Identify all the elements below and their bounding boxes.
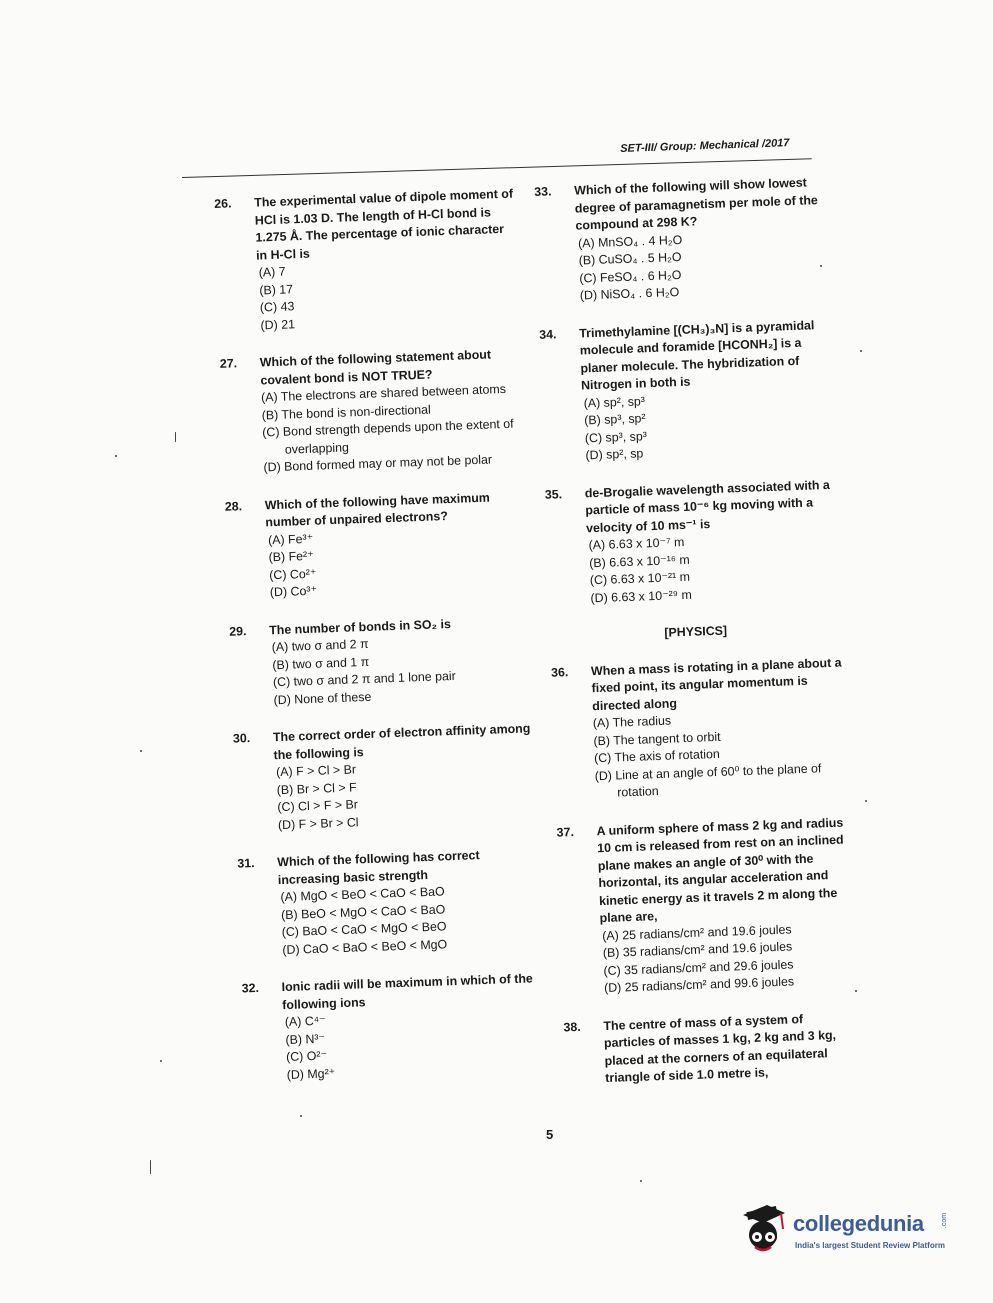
question-34 (539, 316, 836, 466)
question-text: The centre of mass of a system of particles of masses 1 kg, 2 kg and 3 kg, placed at the corners of an equilateral triangle of side 1.0 metre is, (603, 1011, 837, 1086)
option-a: (A) MgO < BeO < CaO < BaO (280, 884, 445, 905)
question-text: Which of the following have maximum number of unpaired electrons? (264, 490, 491, 530)
scan-speck (140, 750, 142, 752)
question-number: 37. (556, 824, 575, 840)
question-text: Trimethylamine [(CH₃)₃N] is a pyramidal molecule and foramide [HCONH₂] is a planer molecule. The hybridization of Nitrogen in both is (578, 317, 815, 393)
option-b: (B) 35 radians/cm² and 19.6 joules (602, 939, 793, 961)
question-text: A uniform sphere of mass 2 kg and radius 10 cm is released from rest on an inclined plane makes an angle of 30⁰ with the horizontal, its angular acceleration and kinetic energy as it travels 2 m along the plane are, (596, 815, 844, 926)
question-number: 33. (534, 184, 552, 199)
option-b: (B) 6.63 x 10⁻¹⁶ m (589, 552, 690, 570)
option-b: (B) BeO < MgO < CaO < BaO (280, 901, 446, 922)
question-text: When a mass is rotating in a plane about a fixed point, its angular momentum is directed along (590, 655, 842, 713)
question-number: 35. (544, 486, 563, 502)
option-a: (A) two σ and 2 π (271, 636, 369, 655)
scan-speck (640, 1180, 642, 1182)
option-d: (D) Line at an angle of 60⁰ to the plane of rotation (594, 760, 822, 800)
option-a: (A) F > Cl > Br (275, 762, 357, 780)
scan-speck (865, 800, 867, 802)
option-a: (A) sp², sp³ (583, 393, 646, 410)
option-c: (C) 43 (259, 299, 295, 315)
question-number: 26. (214, 196, 232, 211)
header-rule (182, 158, 812, 178)
scan-speck (300, 1115, 302, 1117)
option-a: (A) Fe³⁺ (267, 531, 314, 547)
scan-speck (175, 432, 176, 442)
option-d: (D) F > Br > Cl (277, 814, 359, 832)
option-c: (C) The axis of rotation (593, 746, 721, 766)
option-c: (C) FeSO₄ . 6 H₂O (579, 267, 682, 285)
brand-suffix: .com (941, 1212, 949, 1229)
question-26 (214, 186, 519, 336)
question-text: The number of bonds in SO₂ is (268, 616, 452, 637)
question-28 (225, 488, 528, 603)
right-column (534, 174, 858, 1109)
page-header: SET-III/ Group: Mechanical /2017 (620, 137, 790, 155)
option-d: (D) Mg²⁺ (286, 1065, 336, 1082)
question-30 (233, 720, 536, 835)
brand-name: collegedunia (793, 1211, 924, 1236)
option-b: (B) The tangent to orbit (593, 729, 721, 748)
option-a: (A) The electrons are shared between atoms (260, 381, 507, 405)
question-number: 34. (539, 326, 557, 342)
option-d: (D) 21 (260, 316, 296, 332)
option-d: (D) sp², sp (585, 446, 644, 463)
question-37 (556, 814, 854, 999)
question-number: 31. (237, 855, 255, 871)
question-number: 30. (232, 731, 251, 746)
option-b: (B) Br > Cl > F (276, 779, 357, 797)
student-mascot-icon (737, 1203, 793, 1259)
question-36 (551, 654, 848, 804)
question-text: Which of the following statement about covalent bond is NOT TRUE? (259, 347, 492, 387)
option-c: (C) two σ and 2 π and 1 lone pair (272, 668, 457, 690)
option-a: (A) The radius (592, 713, 672, 731)
option-c: (C) O²⁻ (285, 1048, 328, 1065)
scan-speck (160, 1060, 162, 1062)
option-c: (C) 35 radians/cm² and 29.6 joules (603, 956, 794, 978)
question-text: The experimental value of dipole moment of HCl is 1.03 D. The length of H-Cl bond is 1.275 Å. The percentage of ionic character in H-Cl is (254, 186, 514, 263)
question-number: 32. (241, 980, 260, 996)
question-38 (563, 1009, 857, 1089)
option-d: (D) None of these (273, 689, 372, 707)
page-number: 5 (546, 1127, 554, 1142)
option-a: (A) 6.63 x 10⁻⁷ m (588, 534, 685, 553)
scan-speck (820, 265, 822, 267)
option-c: (C) sp³, sp³ (584, 428, 648, 445)
question-text: Which of the following has correct increasing basic strength (277, 848, 480, 887)
scan-speck (860, 350, 862, 352)
question-text: Ionic radii will be maximum in which of the following ions (281, 971, 534, 1012)
option-c: (C) Cl > F > Br (277, 797, 359, 815)
option-b: (B) N³⁻ (285, 1031, 326, 1047)
question-number: 28. (224, 498, 243, 514)
question-number: 29. (228, 623, 247, 639)
scan-speck (150, 1160, 151, 1174)
question-number: 38. (563, 1019, 581, 1034)
left-column (214, 186, 546, 1106)
question-text: Which of the following will show lowest degree of paramagnetism per mole of the compound at 298 K? (574, 175, 819, 233)
option-b: (B) two σ and 1 π (272, 654, 370, 672)
question-31 (237, 845, 540, 960)
scan-speck (115, 455, 117, 457)
option-d: (D) CaO < BaO < BeO < MgO (282, 936, 448, 957)
question-29 (229, 613, 532, 711)
option-a: (A) C⁴⁻ (284, 1013, 326, 1030)
question-33 (534, 174, 830, 307)
question-27 (220, 345, 524, 478)
option-a: (A) 7 (258, 264, 286, 280)
option-c: (C) BaO < CaO < MgO < BeO (281, 919, 447, 940)
option-a: (A) MnSO₄ . 4 H₂O (577, 232, 683, 250)
question-number: 36. (550, 664, 569, 680)
section-heading-physics: [PHYSICS] (664, 623, 728, 640)
option-d: (D) Co³⁺ (269, 583, 318, 600)
option-a: (A) 25 radians/cm² and 19.6 joules (602, 921, 792, 943)
option-d: (D) 25 radians/cm² and 99.6 joules (603, 974, 795, 996)
option-d: (D) NiSO₄ . 6 H₂O (579, 285, 680, 303)
question-number: 27. (219, 356, 238, 371)
option-c: (C) Bond strength depends upon the extent of overlapping (262, 416, 514, 457)
option-b: (B) Fe²⁺ (268, 548, 314, 565)
question-32 (241, 970, 544, 1085)
option-b: (B) sp³, sp² (584, 411, 646, 428)
brand-tagline: India's largest Student Review Platform (795, 1241, 945, 1250)
option-d: (D) Bond formed may or may not be polar (263, 452, 493, 475)
question-35 (545, 476, 841, 609)
question-text: The correct order of electron affinity among the following is (272, 721, 531, 762)
option-c: (C) 6.63 x 10⁻²¹ m (589, 569, 691, 588)
option-b: (B) 17 (259, 281, 294, 297)
collegedunia-watermark (737, 1203, 967, 1263)
question-text: de-Brogalie wavelength associated with a particle of mass 10⁻⁶ kg moving with a velocity of 10 ms⁻¹ is (584, 477, 831, 535)
option-b: (B) CuSO₄ . 5 H₂O (578, 249, 682, 268)
scan-speck (855, 990, 857, 992)
option-c: (C) Co²⁺ (269, 566, 317, 582)
option-b: (B) The bond is non-directional (261, 402, 432, 422)
option-d: (D) 6.63 x 10⁻²⁹ m (590, 587, 693, 605)
